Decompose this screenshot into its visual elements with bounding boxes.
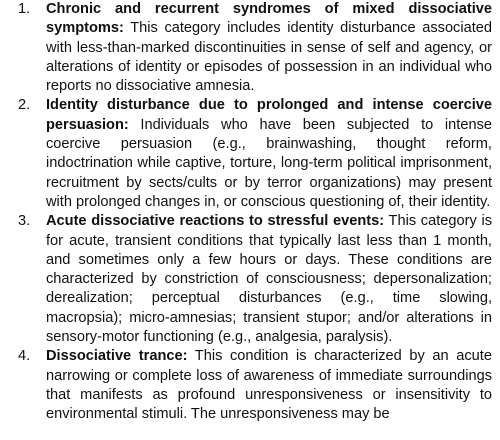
list-item: [0, 347, 500, 424]
item-number: 4.: [18, 348, 31, 365]
list-item: [0, 0, 500, 96]
item-title: Identity disturbance due to prolonged and intense coercive persuasion:: [46, 97, 492, 133]
item-title: Chronic and recurrent syndromes of mixed dissociative symptoms:: [46, 1, 492, 37]
list-item: [0, 212, 500, 347]
list-item: [0, 96, 500, 212]
item-body: This condition is characterized by an acute narrowing or complete loss of awareness of immediate surroundings that manifests as profound unresponsiveness or insensitivity to environmental stimuli. The unresponsiveness may be: [46, 348, 492, 423]
item-body: This category includes identity disturbance associated with less-than-marked discontinuities in sense of self and agency, or alterations of identity or episodes of possession in an individual who reports no dissociative amnesia.: [46, 20, 492, 95]
item-title: Acute dissociative reactions to stressful events:: [46, 213, 385, 230]
item-body: This category is for acute, transient conditions that typically last less than 1 month, and sometimes only a few hours or days. These conditions are characterized by constriction of consciousness; depersonalization; derealization; perceptual disturbances (e.g., time slowing, macropsia); micro-amnesias; transient stupor; and/or alterations in sensory-motor functioning (e.g., analgesia, paralysis).: [46, 213, 493, 346]
item-body: Individuals who have been subjected to intense coercive persuasion (e.g., brainwashing, thought reform, indoctrination while captive, torture, long-term political imprisonment, recruitment by sects/cults or by terror organizations) may present with prolonged changes in, or conscious questioning of, their identity.: [46, 116, 492, 210]
item-number: 3.: [18, 213, 31, 230]
item-title: Dissociative trance:: [46, 348, 188, 365]
item-number: 1.: [18, 1, 31, 17]
item-number: 2.: [18, 97, 31, 114]
